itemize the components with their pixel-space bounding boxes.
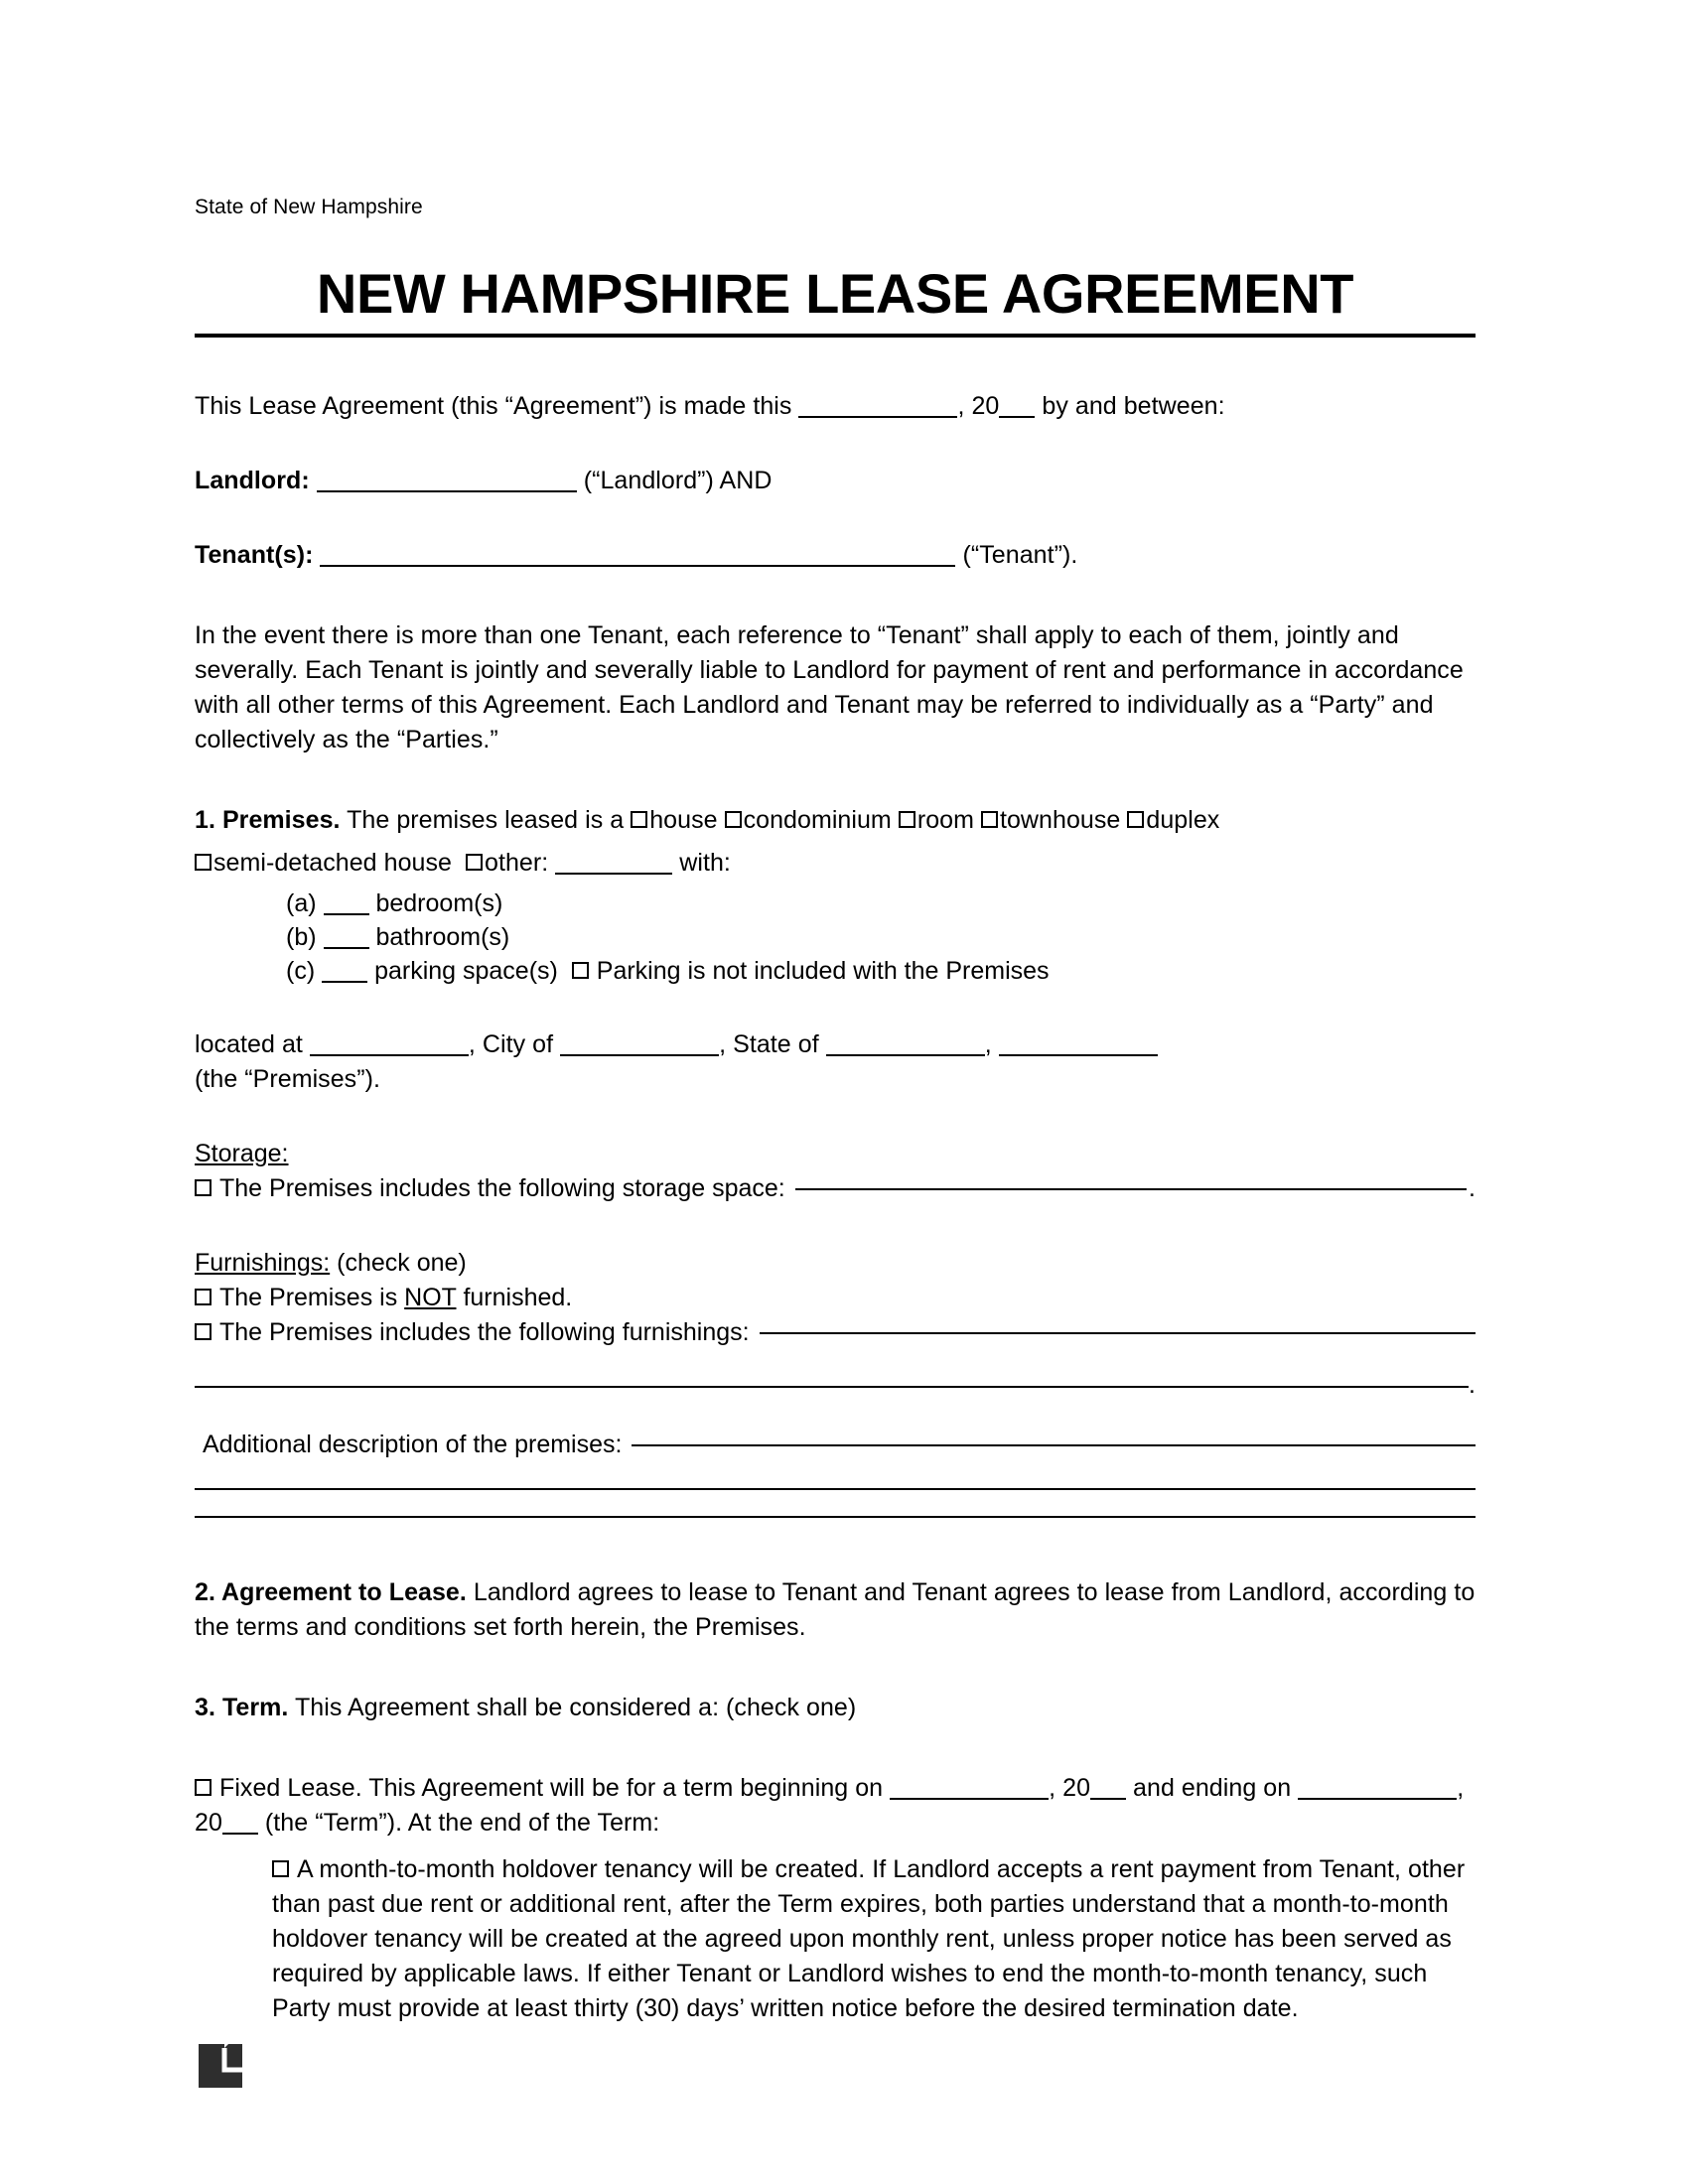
option-room: room	[916, 806, 974, 834]
option-other-label: other:	[485, 849, 549, 877]
page-title: NEW HAMPSHIRE LEASE AGREEMENT	[316, 262, 1354, 325]
fixed-lease-mid-3: , 20	[195, 1774, 1465, 1837]
fixed-lease-mid-1: , 20	[1049, 1774, 1091, 1802]
option-semi-detached-house: semi-detached house	[213, 849, 452, 877]
joint-several-paragraph: In the event there is more than one Tenant, each reference to “Tenant” shall apply to each of them, jointly and severally. Each Tenant is jointly and severally liable to Landlord for payment of rent and performance in accordance with all other terms of this Agreement. Each Landlord and Tenant may be referred to individually as a “Party” and collectively as the “Parties.”	[195, 621, 1464, 753]
checkbox-storage[interactable]	[195, 1179, 211, 1196]
landlord-label: Landlord:	[195, 467, 310, 494]
checkbox-not-furnished[interactable]	[195, 1289, 211, 1305]
landlord-suffix: (“Landlord”) AND	[583, 467, 773, 494]
fixed-lease-tail: (the “Term”). At the end of the Term:	[264, 1809, 660, 1837]
landlord-line	[195, 464, 1476, 498]
not-furnished-post: furnished.	[463, 1284, 573, 1311]
tenant-name-blank[interactable]	[320, 545, 955, 567]
furnishings-description-blank-2[interactable]	[195, 1386, 1469, 1388]
other-type-blank[interactable]	[555, 853, 672, 875]
storage-description-blank[interactable]	[795, 1188, 1467, 1190]
list-item-bedrooms	[286, 887, 1476, 920]
term-start-year-blank[interactable]	[1090, 1778, 1126, 1800]
storage-option-label: The Premises includes the following storage space:	[219, 1174, 785, 1202]
checkbox-furnished[interactable]	[195, 1323, 211, 1340]
term-end-year-blank[interactable]	[222, 1813, 258, 1835]
term-end-date-blank[interactable]	[1298, 1778, 1457, 1800]
landlord-name-blank[interactable]	[317, 471, 577, 492]
zip-blank[interactable]	[999, 1034, 1158, 1056]
checkbox-fixed-lease[interactable]	[195, 1779, 211, 1796]
document-content	[195, 195, 1476, 2026]
agreement-date-mid: , 20	[957, 392, 1000, 420]
furnishings-heading: Furnishings:	[195, 1249, 331, 1277]
with-label: with:	[679, 849, 731, 877]
checkbox-house[interactable]	[631, 811, 647, 828]
premises-address-line: located at , City of , State of ,	[195, 1027, 1476, 1062]
premises-definition-tail: (the “Premises”).	[195, 1065, 380, 1093]
furnishings-heading-row	[195, 1246, 1476, 1281]
fixed-lease-option	[195, 1771, 1476, 1841]
holdover-tenancy-option	[195, 1852, 1476, 2026]
bathrooms-count-blank[interactable]	[324, 927, 369, 949]
section-1-premises	[195, 803, 1476, 838]
furnishings-description-blank[interactable]	[760, 1332, 1476, 1334]
state-line: State of New Hampshire	[195, 196, 423, 218]
city-blank[interactable]	[560, 1034, 719, 1056]
section-1-lead: The premises leased is a	[347, 806, 625, 834]
storage-heading-row	[195, 1137, 1476, 1171]
parking-label: parking space(s)	[374, 957, 558, 985]
fixed-lease-mid-2: and ending on	[1133, 1774, 1292, 1802]
checkbox-holdover-tenancy[interactable]	[272, 1860, 289, 1877]
storage-heading: Storage:	[195, 1140, 289, 1167]
section-1-premises-line2	[195, 846, 1476, 881]
section-2-label: 2. Agreement to Lease.	[195, 1578, 467, 1606]
premises-counts-list	[195, 887, 1476, 988]
section-2-text: Landlord agrees to lease to Tenant and Tenant agrees to lease from Landlord, according to the terms and conditions set forth herein, the Premises.	[195, 1578, 1476, 1641]
option-house: house	[649, 806, 718, 834]
checkbox-semi-detached-house[interactable]	[195, 854, 211, 871]
option-condominium: condominium	[743, 806, 892, 834]
street-address-blank[interactable]	[310, 1034, 469, 1056]
furnishings-period: .	[1469, 1371, 1476, 1399]
checkbox-no-parking[interactable]	[572, 962, 589, 979]
section-1-label: 1. Premises.	[195, 806, 341, 834]
holdover-tenancy-text: A month-to-month holdover tenancy will be created. If Landlord accepts a rent payment from Tenant, other than past due rent or additional rent, after the Term expires, both parties understand that a month-to-month holdover tenancy will be created at the agreed upon monthly rent, unless proper notice has been served as required by applicable laws. If either Tenant or Landlord wishes to end the month-to-month tenancy, such Party must provide at least thirty (30) days’ written notice before the desired termination date.	[272, 1855, 1466, 2022]
checkbox-other[interactable]	[466, 854, 483, 871]
agreement-year-blank[interactable]	[999, 396, 1035, 418]
parking-count-blank[interactable]	[322, 961, 367, 983]
term-start-date-blank[interactable]	[890, 1778, 1049, 1800]
additional-description-blank-1[interactable]	[632, 1444, 1476, 1446]
additional-description-blank-2[interactable]	[195, 1488, 1476, 1490]
storage-option-row	[195, 1171, 1476, 1206]
city-label: , City of	[468, 1030, 554, 1058]
agreement-day-blank[interactable]	[798, 396, 957, 418]
checkbox-room[interactable]	[899, 811, 915, 828]
fixed-lease-lead: Fixed Lease. This Agreement will be for a term beginning on	[219, 1774, 884, 1802]
bedrooms-marker: (a)	[286, 889, 317, 917]
furnishings-description-row-2	[195, 1371, 1476, 1399]
tenant-line	[195, 538, 1476, 573]
additional-description-label: Additional description of the premises:	[203, 1431, 623, 1458]
list-item-parking	[286, 954, 1476, 988]
tenant-label: Tenant(s):	[195, 541, 314, 569]
checkbox-townhouse[interactable]	[981, 811, 998, 828]
option-townhouse: townhouse	[999, 806, 1121, 834]
legal-templates-logo	[199, 2044, 242, 2088]
bedrooms-count-blank[interactable]	[324, 893, 369, 915]
checkbox-condominium[interactable]	[725, 811, 742, 828]
parking-marker: (c)	[286, 957, 316, 985]
not-furnished-emphasis: NOT	[404, 1284, 457, 1311]
furnishings-included-row	[195, 1315, 1476, 1350]
bathrooms-label: bathroom(s)	[375, 923, 510, 951]
agreement-date-lead: This Lease Agreement (this “Agreement”) is made this	[195, 392, 792, 420]
furnished-label: The Premises includes the following furnishings:	[219, 1318, 750, 1346]
furnishings-heading-suffix: (check one)	[337, 1249, 467, 1277]
bedrooms-label: bedroom(s)	[375, 889, 503, 917]
list-item-bathrooms	[286, 920, 1476, 954]
state-blank[interactable]	[826, 1034, 985, 1056]
section-2-agreement-to-lease	[195, 1575, 1476, 1645]
agreement-date-line	[195, 389, 1476, 424]
additional-description-row	[195, 1428, 1476, 1462]
storage-period: .	[1469, 1174, 1476, 1202]
checkbox-duplex[interactable]	[1127, 811, 1144, 828]
not-furnished-pre: The Premises is	[219, 1284, 398, 1311]
option-duplex: duplex	[1146, 806, 1220, 834]
furnishings-not-row	[195, 1281, 1476, 1315]
section-3-text: This Agreement shall be considered a: (check one)	[294, 1694, 857, 1721]
state-label: , State of	[719, 1030, 819, 1058]
section-3-term	[195, 1691, 1476, 1725]
located-at-label: located at	[195, 1030, 303, 1058]
tenant-suffix: (“Tenant”).	[962, 541, 1078, 569]
section-3-label: 3. Term.	[195, 1694, 289, 1721]
no-parking-label: Parking is not included with the Premises	[596, 957, 1050, 985]
agreement-date-tail: by and between:	[1042, 392, 1225, 420]
bathrooms-marker: (b)	[286, 923, 317, 951]
